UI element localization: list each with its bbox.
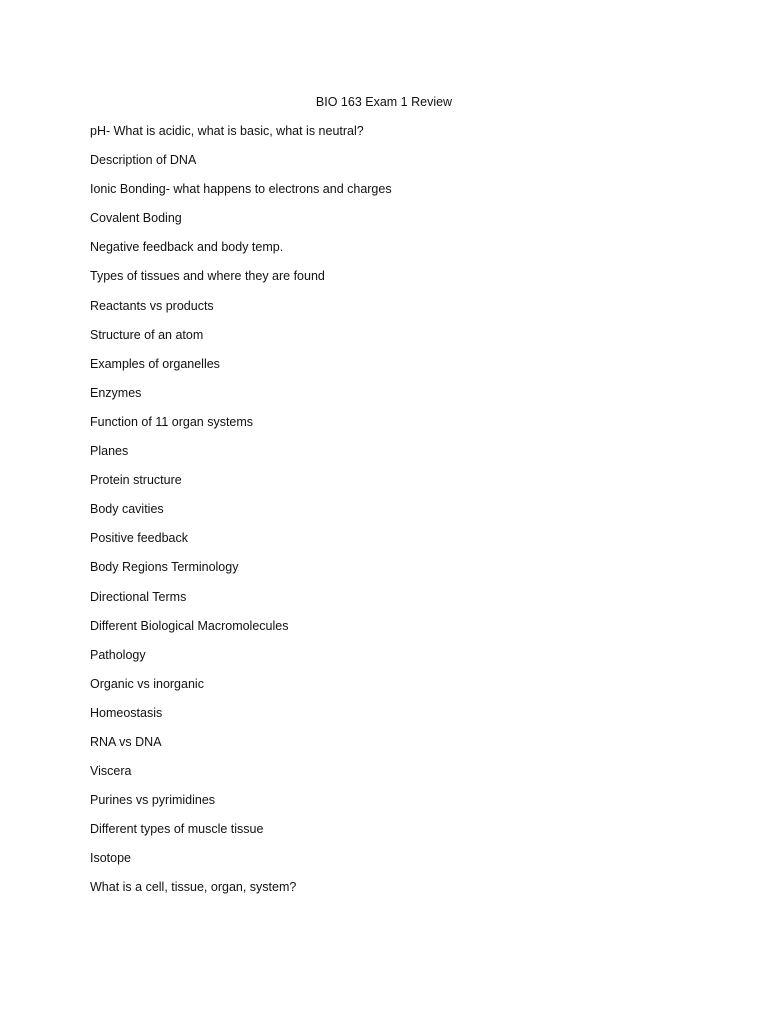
document-title: BIO 163 Exam 1 Review <box>315 95 453 109</box>
topic-item: Reactants vs products <box>90 298 214 313</box>
topic-item: Body cavities <box>90 502 164 517</box>
topic-item: Different Biological Macromolecules <box>90 618 289 633</box>
topic-item: Negative feedback and body temp. <box>90 240 284 255</box>
topic-item: Directional Terms <box>90 589 187 604</box>
topic-item: Covalent Boding <box>90 211 182 226</box>
topic-item: RNA vs DNA <box>90 734 162 749</box>
topic-list <box>90 122 690 908</box>
topic-item: Positive feedback <box>90 531 188 546</box>
topic-item: Function of 11 organ systems <box>90 414 254 429</box>
topic-item: Organic vs inorganic <box>90 676 204 691</box>
topic-item: Description of DNA <box>90 153 197 168</box>
topic-item: What is a cell, tissue, organ, system? <box>90 880 297 895</box>
topic-item: Planes <box>90 444 129 459</box>
topic-item: pH- What is acidic, what is basic, what is neutral? <box>90 124 364 138</box>
topic-item: Enzymes <box>90 385 142 400</box>
topic-item: Body Regions Terminology <box>90 560 239 575</box>
topic-item: Pathology <box>90 647 146 662</box>
topic-item: Viscera <box>90 764 132 779</box>
topic-item: Homeostasis <box>90 705 163 720</box>
topic-item: Purines vs pyrimidines <box>90 793 216 808</box>
topic-item: Protein structure <box>90 473 182 488</box>
topic-item: Examples of organelles <box>90 356 220 371</box>
topic-item: Isotope <box>90 851 132 866</box>
topic-item: Types of tissues and where they are found <box>90 269 325 284</box>
topic-item: Structure of an atom <box>90 327 204 342</box>
topic-item: Different types of muscle tissue <box>90 822 264 837</box>
topic-item: Ionic Bonding- what happens to electrons and charges <box>90 182 392 197</box>
